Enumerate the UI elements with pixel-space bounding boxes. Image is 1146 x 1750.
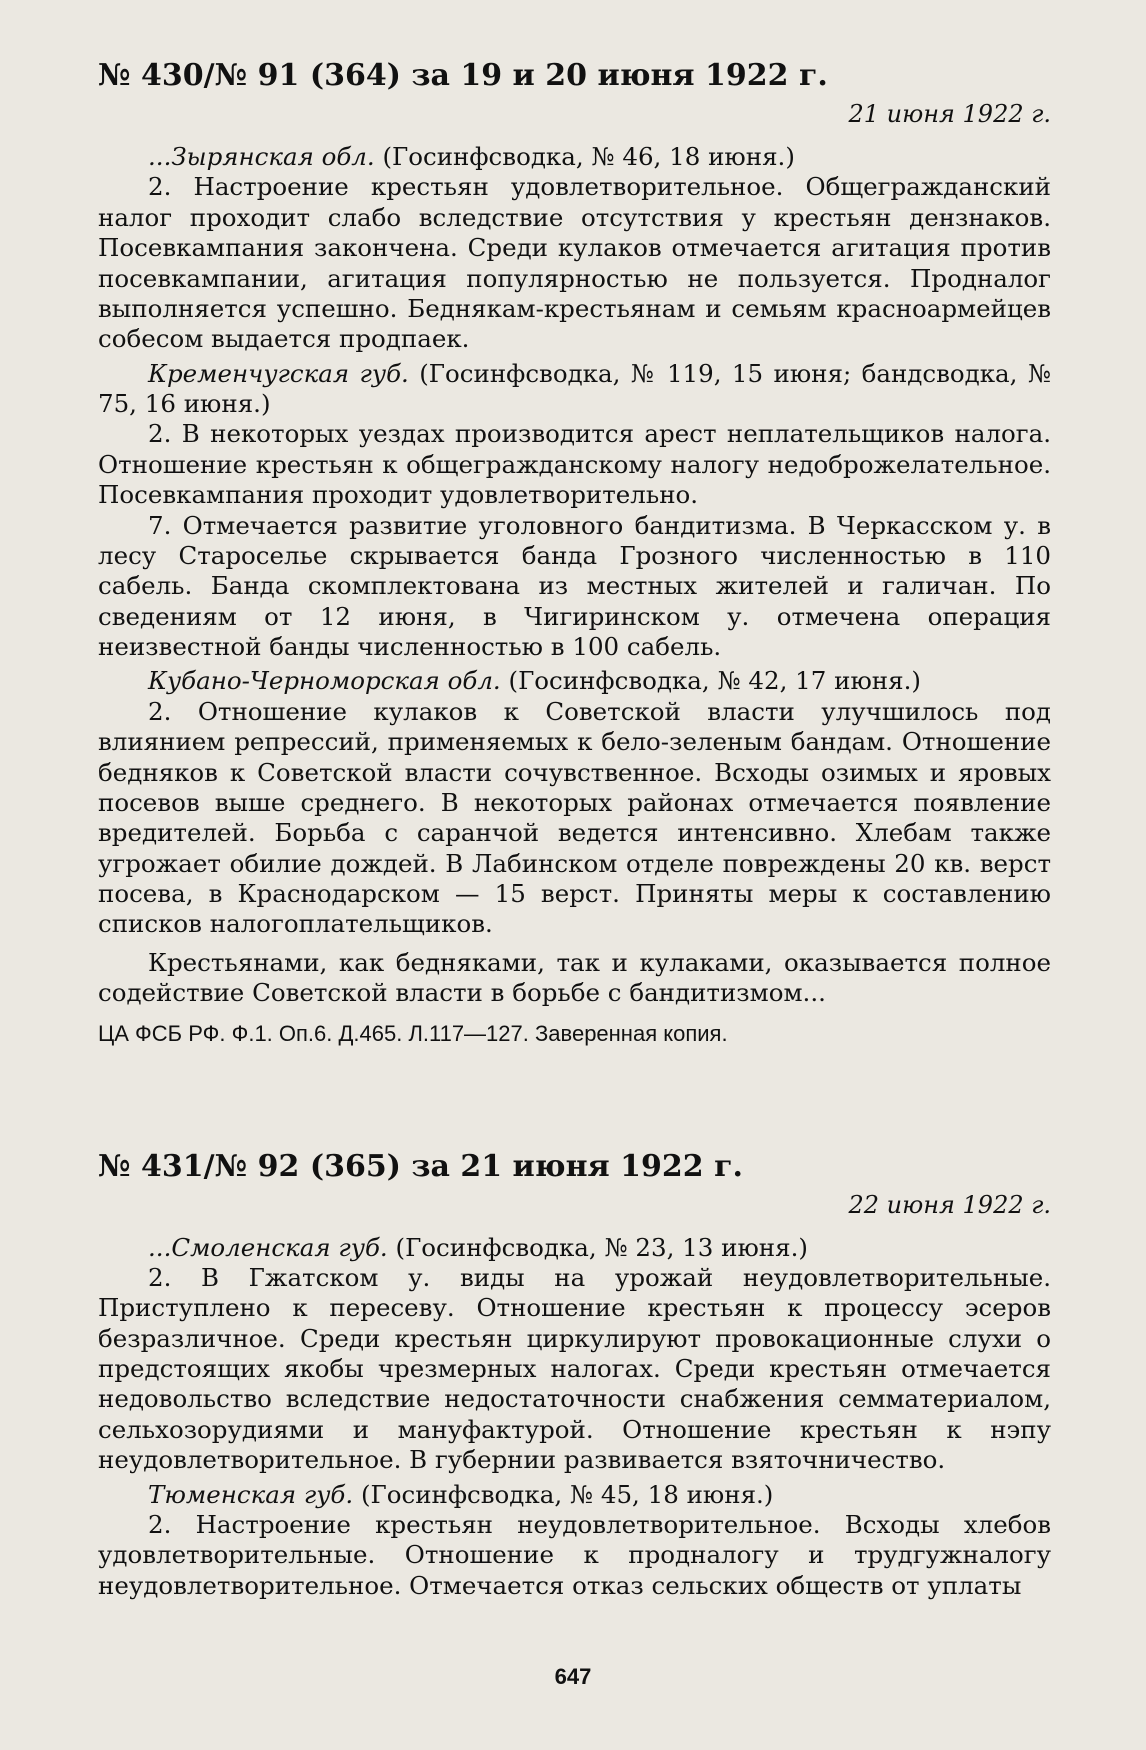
doc-430-heading: № 430/№ 91 (364) за 19 и 20 июня 1922 г. — [98, 58, 828, 93]
region-smolensk-ref: (Госинфсводка, № 23, 13 июня.) — [387, 1232, 808, 1262]
region-zyryanskaya-name: ...Зырянская обл. — [148, 142, 375, 171]
region-tyumen-name: Тюменская губ. — [148, 1479, 354, 1509]
page-number: 647 — [554, 1664, 592, 1689]
region-kremenchug-p2: 7. Отмечается развитие уголовного бандитизма. В Черкасском у. в лесу Староселье скрывается банда Грозного численностью в 110 сабель. Банда скомплектована из местных жителей и галичан. По сведениям от 12 июня, в Чигиринском у. отмечена операция неизвестной банды численностью в 100 сабель. — [98, 510, 1051, 661]
doc-431-heading: № 431/№ 92 (365) за 21 июня 1922 г. — [98, 1148, 743, 1184]
region-tyumen-p1: 2. Настроение крестьян неудовлетворительное. Всходы хлебов удовлетворительные. Отношение к продналогу и трудгужналогу неудовлетворительное. Отмечается отказ сельских обществ от уплаты — [98, 1509, 1051, 1600]
region-zyryanskaya-source — [98, 142, 1051, 172]
region-kuban-source — [98, 666, 1051, 696]
region-kremenchug-ref: (Госинфсводка, № 119, 15 июня; бандсводка, № 75, 16 июня.) — [98, 358, 1051, 418]
region-smolensk-name: ...Смоленская губ. — [148, 1232, 388, 1262]
region-tyumen-ref: (Госинфсводка, № 45, 18 июня.) — [353, 1479, 774, 1509]
region-kuban-name: Кубано-Черноморская обл. — [148, 666, 501, 696]
region-kremenchug-name: Кременчугская губ. — [148, 358, 409, 388]
doc-431-date: 22 июня 1922 г. — [848, 1190, 1051, 1219]
region-kremenchug-p1: 2. В некоторых уездах производится арест неплательщиков налога. Отношение крестьян к общегражданскому налогу недоброжелательное. Посевкампания проходит удовлетворительно. — [98, 419, 1051, 510]
region-kuban-ref: (Госинфсводка, № 42, 17 июня.) — [500, 666, 921, 696]
region-smolensk-source — [98, 1233, 1051, 1263]
section-gap — [98, 1047, 1051, 1131]
region-zyryanskaya-p1: 2. Настроение крестьян удовлетворительное. Общегражданский налог проходит слабо вследствие отсутствия у крестьян дензнаков. Посевкампания закончена. Среди кулаков отмечается агитация против посевкампании, агитация популярностью не пользуется. Продналог выполняется успешно. Беднякам-крестьянам и семьям красноармейцев собесом выдается продпаек. — [98, 172, 1051, 354]
region-kuban-p1: 2. Отношение кулаков к Советской власти улучшилось под влиянием репрессий, применяемых к бело-зеленым бандам. Отношение бедняков к Советской власти сочувственное. Всходы озимых и яровых посевов выше среднего. В некоторых районах отмечается появление вредителей. Борьба с саранчой ведется интенсивно. Хлебам также угрожает обилие дождей. В Лабинском отделе повреждены 20 кв. верст посева, в Краснодарском — 15 верст. Приняты меры к составлению списков налогоплательщиков. — [98, 696, 1051, 939]
region-zyryanskaya-ref: (Госинфсводка, № 46, 18 июня.) — [374, 142, 795, 171]
region-kremenchug-source — [98, 359, 1051, 420]
archive-reference: ЦА ФСБ РФ. Ф.1. Оп.6. Д.465. Л.117—127. Заверенная копия. — [98, 1020, 728, 1046]
region-tyumen-source — [98, 1480, 1051, 1510]
doc-430-date: 21 июня 1922 г. — [848, 100, 1051, 128]
region-kuban-p2: Крестьянами, как бедняками, так и кулаками, оказывается полное содействие Советской власти в борьбе с бандитизмом... — [98, 947, 1051, 1008]
region-smolensk-p1: 2. В Гжатском у. виды на урожай неудовлетворительные. Приступлено к пересеву. Отношение крестьян к процессу эсеров безразличное. Среди крестьян циркулируют провокационные слухи о предстоящих якобы чрезмерных налогах. Среди крестьян отмечается недовольство вследствие недостаточности снабжения семматериалом, сельхозорудиями и мануфактурой. Отношение крестьян к нэпу неудовлетворительное. В губернии развивается взяточничество. — [98, 1262, 1051, 1475]
